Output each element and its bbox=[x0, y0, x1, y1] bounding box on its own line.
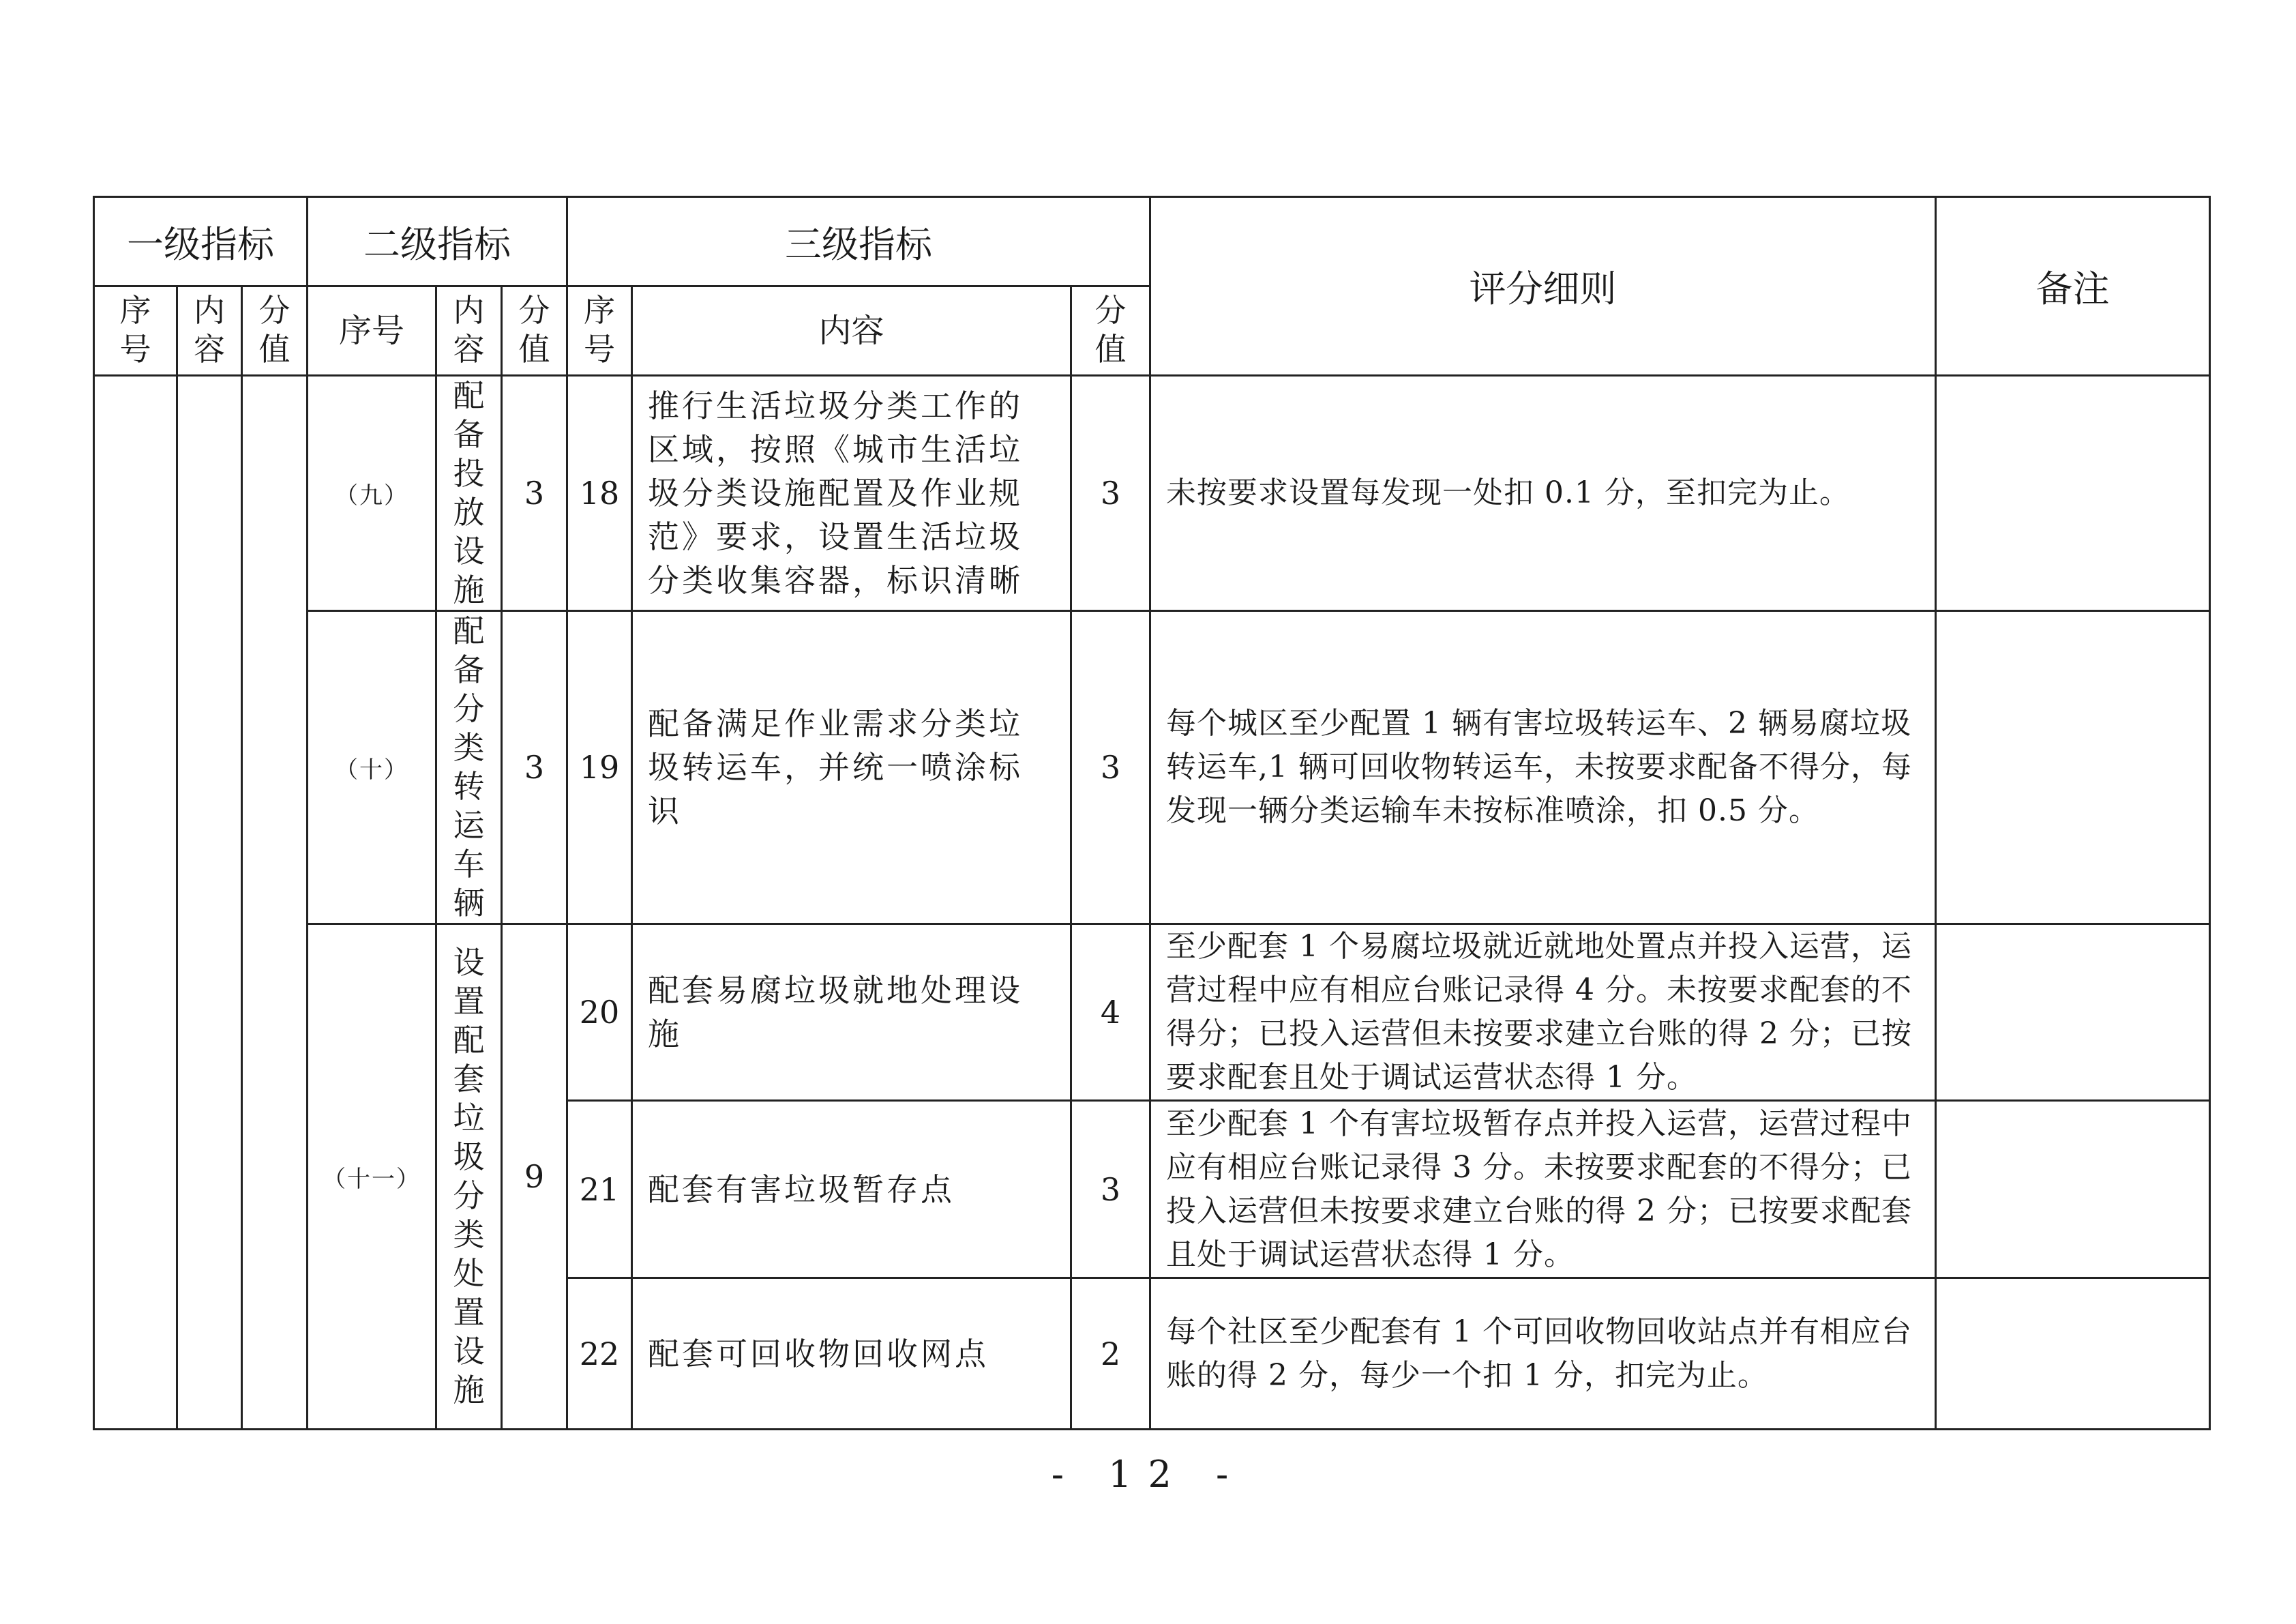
l3-content: 推行生活垃圾分类工作的区域，按照《城市生活垃圾分类设施配置及作业规范》要求，设置生活垃圾分类收集容器，标识清晰 bbox=[632, 376, 1071, 611]
page-number: - 12 - bbox=[1051, 1453, 1245, 1496]
scoring-detail: 每个社区至少配套有 1 个可回收物回收站点并有相应台账的得 2 分，每少一个扣 1 分，扣完为止。 bbox=[1150, 1278, 1936, 1430]
l3-score: 3 bbox=[1071, 611, 1150, 924]
l1-seq-cell bbox=[94, 376, 177, 1430]
scoring-detail: 至少配套 1 个有害垃圾暂存点并投入运营，运营过程中应有相应台账记录得 3 分。未按要求配套的不得分；已投入运营但未按要求建立台账的得 2 分；已按要求配套且处于调试运营状态得 1 分。 bbox=[1150, 1101, 1936, 1278]
header-level3: 三级指标 bbox=[567, 197, 1150, 286]
l2-content: 设置配套垃圾分类处置设施 bbox=[453, 944, 485, 1408]
l2-content: 配备分类转运车辆 bbox=[453, 612, 485, 921]
l2-score: 3 bbox=[502, 611, 567, 924]
l3-score: 2 bbox=[1071, 1278, 1150, 1430]
note-cell bbox=[1936, 611, 2210, 924]
l2-score: 3 bbox=[502, 376, 567, 611]
l3-content: 配备满足作业需求分类垃圾转运车，并统一喷涂标识 bbox=[632, 611, 1071, 924]
header-l3-score: 分值 bbox=[1094, 292, 1127, 368]
l1-score-cell bbox=[242, 376, 308, 1430]
table-row bbox=[94, 376, 2210, 611]
l3-content: 配套可回收物回收网点 bbox=[632, 1278, 1071, 1430]
l2-seq: （十一） bbox=[308, 924, 436, 1430]
note-cell bbox=[1936, 1278, 2210, 1430]
header-notes: 备注 bbox=[1936, 197, 2210, 376]
l3-seq: 20 bbox=[567, 924, 632, 1101]
note-cell bbox=[1936, 376, 2210, 611]
scoring-detail: 每个城区至少配置 1 辆有害垃圾转运车、2 辆易腐垃圾转运车,1 辆可回收物转运车，未按要求配备不得分，每发现一辆分类运输车未按标准喷涂，扣 0.5 分。 bbox=[1150, 611, 1936, 924]
l2-seq: （十） bbox=[308, 611, 436, 924]
header-level1: 一级指标 bbox=[94, 197, 308, 286]
note-cell bbox=[1936, 924, 2210, 1101]
header-l2-score: 分值 bbox=[518, 292, 550, 368]
l3-seq: 22 bbox=[567, 1278, 632, 1430]
l3-seq: 18 bbox=[567, 376, 632, 611]
header-scoring: 评分细则 bbox=[1150, 197, 1936, 376]
header-l2-seq: 序号 bbox=[308, 286, 436, 376]
l1-content-cell bbox=[177, 376, 242, 1430]
table-row bbox=[94, 611, 2210, 924]
l2-seq: （九） bbox=[308, 376, 436, 611]
l3-score: 4 bbox=[1071, 924, 1150, 1101]
l2-score: 9 bbox=[502, 924, 567, 1430]
header-l1-content: 内容 bbox=[194, 292, 225, 368]
l3-score: 3 bbox=[1071, 1101, 1150, 1278]
l3-content: 配套有害垃圾暂存点 bbox=[632, 1101, 1071, 1278]
l2-content: 配备投放设施 bbox=[453, 377, 485, 608]
header-level2: 二级指标 bbox=[308, 197, 567, 286]
scoring-table-sheet bbox=[93, 196, 2209, 1430]
header-l3-content: 内容 bbox=[632, 286, 1071, 376]
header-l3-seq: 序号 bbox=[584, 292, 615, 368]
scoring-detail: 至少配套 1 个易腐垃圾就近就地处置点并投入运营，运营过程中应有相应台账记录得 4 分。未按要求配套的不得分；已投入运营但未按要求建立台账的得 2 分；已按要求配套且处于调试运营状态得 1 分。 bbox=[1150, 924, 1936, 1101]
scoring-table bbox=[93, 196, 2211, 1430]
l3-score: 3 bbox=[1071, 376, 1150, 611]
scoring-detail: 未按要求设置每发现一处扣 0.1 分，至扣完为止。 bbox=[1150, 376, 1936, 611]
table-row bbox=[94, 924, 2210, 1101]
l3-content: 配套易腐垃圾就地处理设施 bbox=[632, 924, 1071, 1101]
l3-seq: 19 bbox=[567, 611, 632, 924]
l3-seq: 21 bbox=[567, 1101, 632, 1278]
header-l1-score: 分值 bbox=[258, 292, 290, 368]
header-l1-seq: 序号 bbox=[119, 292, 151, 368]
header-l2-content: 内容 bbox=[453, 292, 485, 368]
note-cell bbox=[1936, 1101, 2210, 1278]
